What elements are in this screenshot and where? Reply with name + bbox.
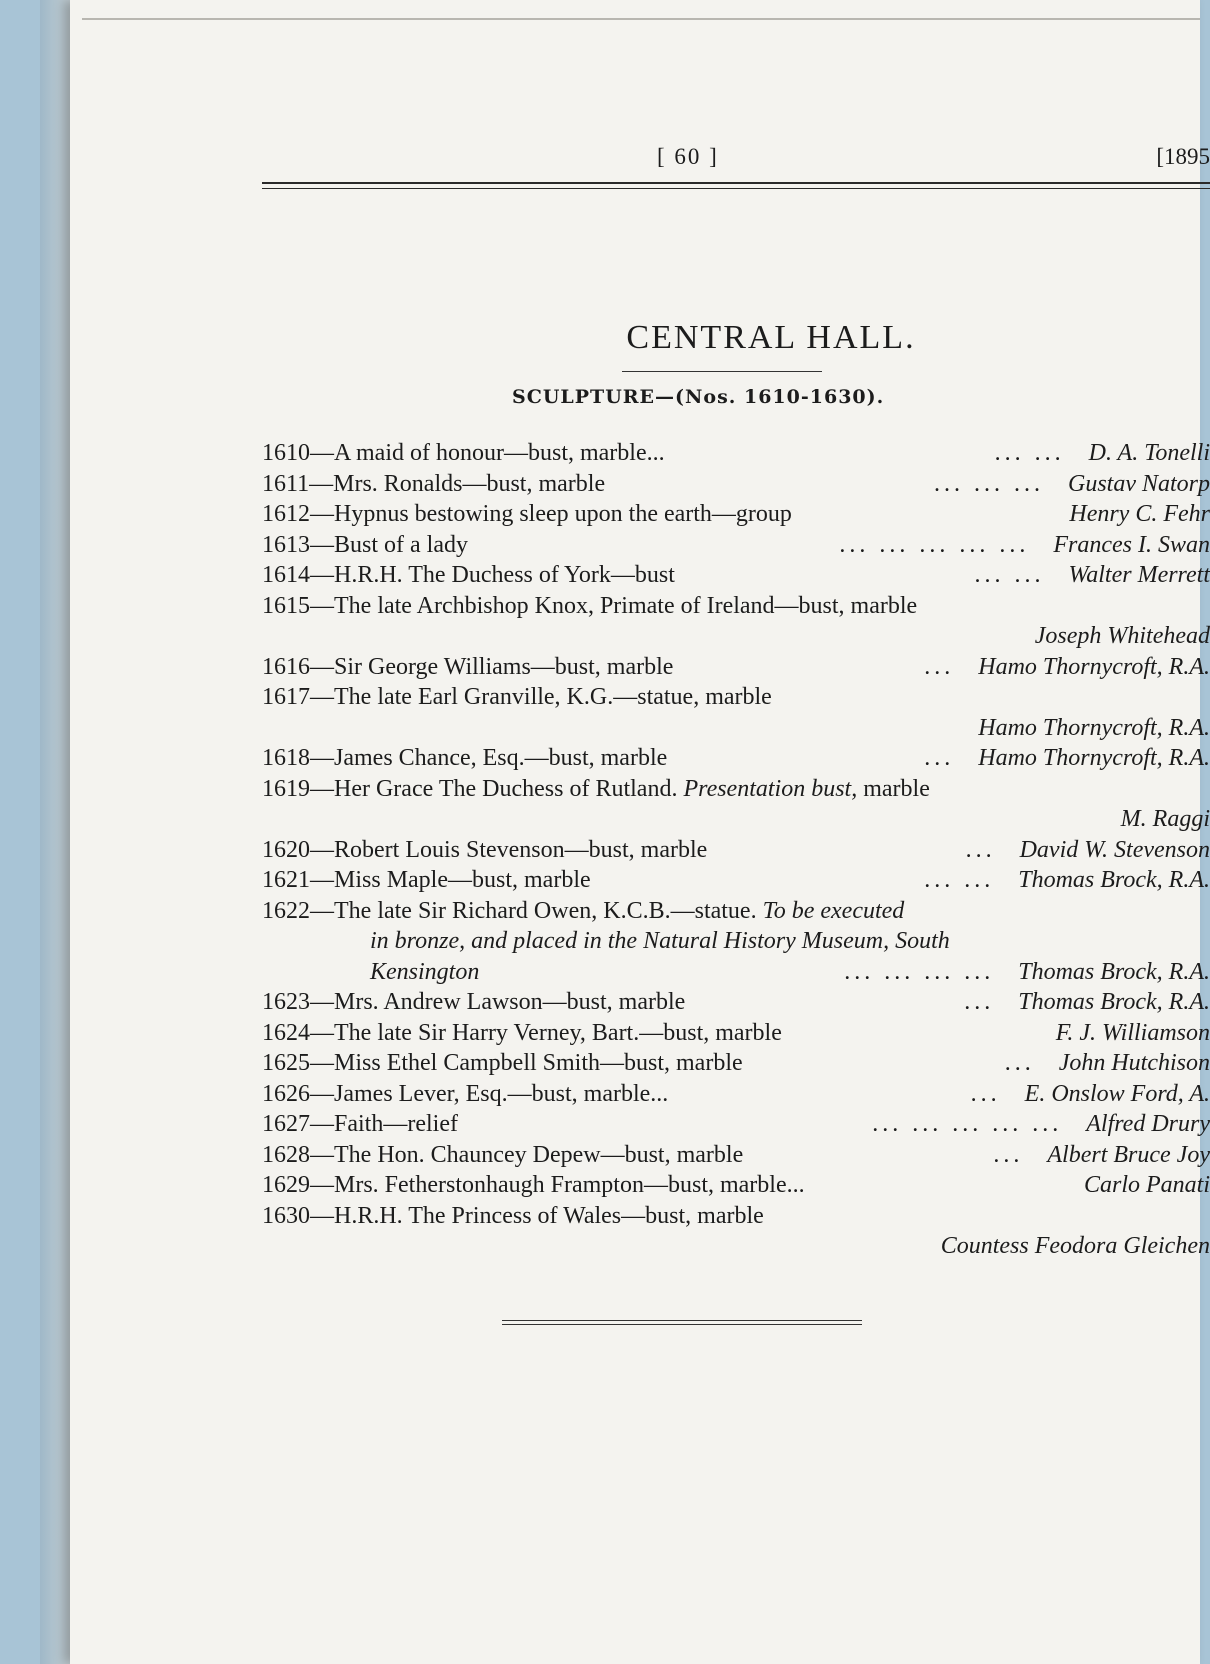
entry-description xyxy=(262,652,673,683)
entry-line xyxy=(262,438,1210,469)
entry-text: 1616—Sir George Williams—bust, marble xyxy=(262,653,674,680)
entry-description xyxy=(262,743,667,774)
section-subtitle: SCULPTURE—(Nos. 1610-1630). xyxy=(512,386,885,408)
entry-description xyxy=(262,1170,805,1201)
running-header xyxy=(262,140,1210,180)
entry-line xyxy=(262,1079,1210,1110)
entry-text: 1614—H.R.H. The Duchess of York—bust xyxy=(262,562,675,588)
entry-text: 1610—A maid of honour—bust, marble... xyxy=(262,440,665,466)
catalogue-entry xyxy=(262,1079,1210,1110)
artist-name: M. Raggi xyxy=(1120,806,1210,832)
footer-rule xyxy=(502,1320,862,1325)
entry-italic-text: Presentation bust, xyxy=(683,775,858,802)
entry-description xyxy=(262,1201,764,1232)
catalogue-entry xyxy=(262,774,1210,835)
entry-line xyxy=(262,652,1210,683)
catalogue-entry xyxy=(262,743,1210,774)
entry-text: 1618—James Chance, Esq.—bust, marble xyxy=(262,745,668,771)
catalogue-entry xyxy=(262,1201,1210,1262)
catalogue-entry xyxy=(262,530,1210,561)
entry-text: 1619—Her Grace The Duchess of Rutland. xyxy=(262,775,678,802)
entry-description xyxy=(262,987,685,1018)
catalogue-entry xyxy=(262,835,1210,866)
header-year: [1895 xyxy=(1156,144,1210,169)
header-rule xyxy=(262,182,1210,184)
entry-line xyxy=(262,1018,1210,1049)
artist-name: Frances I. Swan xyxy=(1053,531,1210,558)
entry-line xyxy=(262,896,1210,927)
entry-description xyxy=(262,896,904,927)
entry-line xyxy=(262,1048,1210,1079)
entry-description xyxy=(262,469,605,500)
entry-continuation-text: in bronze, and placed in the Natural History Museum, South xyxy=(370,928,950,954)
entry-text: 1624—The late Sir Harry Verney, Bart.—bust, marble xyxy=(262,1019,782,1046)
entry-line xyxy=(262,865,1210,896)
catalogue-entry xyxy=(262,438,1210,469)
catalogue-entry xyxy=(262,896,1210,988)
entry-line xyxy=(262,530,1210,561)
artist-name: Hamo Thornycroft, R.A. xyxy=(978,714,1210,741)
catalogue-entry xyxy=(262,652,1210,683)
entry-description xyxy=(262,774,930,805)
leader-dots: ... xyxy=(970,1080,1001,1107)
entry-text: 1611—Mrs. Ronalds—bust, marble xyxy=(262,470,606,497)
entry-line xyxy=(262,957,1210,988)
entry-line xyxy=(262,1140,1210,1171)
entry-text: 1626—James Lever, Esq.—bust, marble... xyxy=(262,1080,669,1107)
entry-text: 1625—Miss Ethel Campbell Smith—bust, marble xyxy=(262,1050,743,1076)
entry-text: 1621—Miss Maple—bust, marble xyxy=(262,867,591,893)
entry-text: 1613—Bust of a lady xyxy=(262,531,468,558)
artist-name: F. J. Williamson xyxy=(1055,1019,1210,1046)
entry-line xyxy=(262,560,1210,591)
artist-name: Thomas Brock, R.A. xyxy=(1018,867,1210,893)
entry-description xyxy=(262,865,591,896)
entry-description xyxy=(262,530,468,561)
entry-text: 1623—Mrs. Andrew Lawson—bust, marble xyxy=(262,989,686,1015)
entry-description xyxy=(262,560,675,591)
title-rule xyxy=(622,371,822,372)
entry-line xyxy=(262,774,1210,805)
catalogue-entry xyxy=(262,1048,1210,1079)
entry-line xyxy=(262,743,1210,774)
catalogue-entry xyxy=(262,682,1210,743)
artist-name: Hamo Thornycroft, R.A. xyxy=(978,745,1210,771)
artist-name: Joseph Whitehead xyxy=(1034,623,1210,649)
entry-description xyxy=(262,682,772,713)
page-content xyxy=(262,140,1210,1325)
section-title: CENTRAL HALL. xyxy=(626,319,916,356)
entry-line xyxy=(262,682,1210,713)
artist-name: Walter Merrett xyxy=(1068,562,1210,588)
catalogue-entry xyxy=(262,499,1210,530)
entry-description xyxy=(262,1079,668,1110)
leader-dots: ... xyxy=(924,653,955,680)
leader-dots: ... xyxy=(924,745,955,771)
header-rule-thin xyxy=(262,188,1210,189)
entry-line xyxy=(262,1201,1210,1232)
entry-text: 1627—Faith—relief xyxy=(262,1111,458,1137)
entry-line xyxy=(262,591,1210,622)
leader-dots: ... xyxy=(993,1141,1024,1168)
leader-dots: ... ... xyxy=(924,867,995,893)
entry-line xyxy=(262,499,1210,530)
entry-description xyxy=(262,1109,458,1140)
entry-description xyxy=(262,1018,782,1049)
leader-dots: ... ... ... ... ... xyxy=(872,1111,1063,1137)
artist-name: Carlo Panati xyxy=(1083,1172,1210,1198)
entry-line xyxy=(262,835,1210,866)
entry-description xyxy=(262,499,792,530)
entry-line xyxy=(262,1170,1210,1201)
entry-text: 1620—Robert Louis Stevenson—bust, marble xyxy=(262,836,708,863)
document-page xyxy=(70,0,1210,1664)
entry-text: 1612—Hypnus bestowing sleep upon the earth—group xyxy=(262,501,792,527)
entry-description xyxy=(262,835,707,866)
artist-name: John Hutchison xyxy=(1058,1050,1210,1076)
entry-text: 1628—The Hon. Chauncey Depew—bust, marble xyxy=(262,1141,744,1168)
entry-final-text: Kensington xyxy=(370,958,480,985)
artist-name: D. A. Tonelli xyxy=(1088,440,1210,466)
catalogue-entry xyxy=(262,865,1210,896)
catalogue-entry xyxy=(262,591,1210,652)
artist-name: David W. Stevenson xyxy=(1019,836,1210,863)
entry-text: 1615—The late Archbishop Knox, Primate of Ireland—bust, marble xyxy=(262,592,918,619)
entry-text: 1630—H.R.H. The Princess of Wales—bust, marble xyxy=(262,1202,764,1229)
leader-dots: ... ... xyxy=(974,562,1045,588)
catalogue-entry xyxy=(262,987,1210,1018)
artist-name: E. Onslow Ford, A. xyxy=(1024,1080,1210,1107)
page-number: [ 60 ] xyxy=(657,144,719,169)
artist-name: Thomas Brock, R.A. xyxy=(1018,958,1210,985)
leader-dots: ... ... xyxy=(994,440,1065,466)
catalogue-entry xyxy=(262,1109,1210,1140)
artist-name: Thomas Brock, R.A. xyxy=(1018,989,1210,1015)
artist-name: Gustav Natorp xyxy=(1067,470,1210,497)
leader-dots: ... ... ... ... ... xyxy=(839,531,1030,558)
leader-dots: ... xyxy=(965,836,996,863)
entry-italic-text: To be executed xyxy=(762,897,905,924)
catalogue-entry xyxy=(262,469,1210,500)
catalogue-entry xyxy=(262,1018,1210,1049)
artist-name: Hamo Thornycroft, R.A. xyxy=(978,653,1210,680)
artist-name: Countess Feodora Gleichen xyxy=(940,1233,1210,1259)
entry-text-tail: marble xyxy=(857,775,930,802)
entry-text: 1629—Mrs. Fetherstonhaugh Frampton—bust, marble... xyxy=(262,1172,805,1198)
entry-description xyxy=(262,1140,743,1171)
entry-text: 1617—The late Earl Granville, K.G.—statue, marble xyxy=(262,684,772,710)
leader-dots: ... ... ... ... xyxy=(844,958,995,985)
artist-name: Henry C. Fehr xyxy=(1069,501,1210,527)
catalogue-entry xyxy=(262,560,1210,591)
catalogue-entry xyxy=(262,1140,1210,1171)
entry-description xyxy=(262,591,917,622)
entry-line xyxy=(262,469,1210,500)
entry-description xyxy=(262,438,665,469)
entry-list xyxy=(262,438,1210,1262)
artist-name: Alfred Drury xyxy=(1086,1111,1210,1137)
entry-line xyxy=(262,987,1210,1018)
entry-text: 1622—The late Sir Richard Owen, K.C.B.—statue. xyxy=(262,897,757,924)
leader-dots: ... ... ... xyxy=(933,470,1044,497)
entry-line xyxy=(262,1109,1210,1140)
leader-dots: ... xyxy=(1004,1050,1035,1076)
leader-dots: ... xyxy=(964,989,995,1015)
entry-description xyxy=(262,1048,743,1079)
entry-continuation xyxy=(262,926,1210,957)
artist-name: Albert Bruce Joy xyxy=(1047,1141,1210,1168)
catalogue-entry xyxy=(262,1170,1210,1201)
